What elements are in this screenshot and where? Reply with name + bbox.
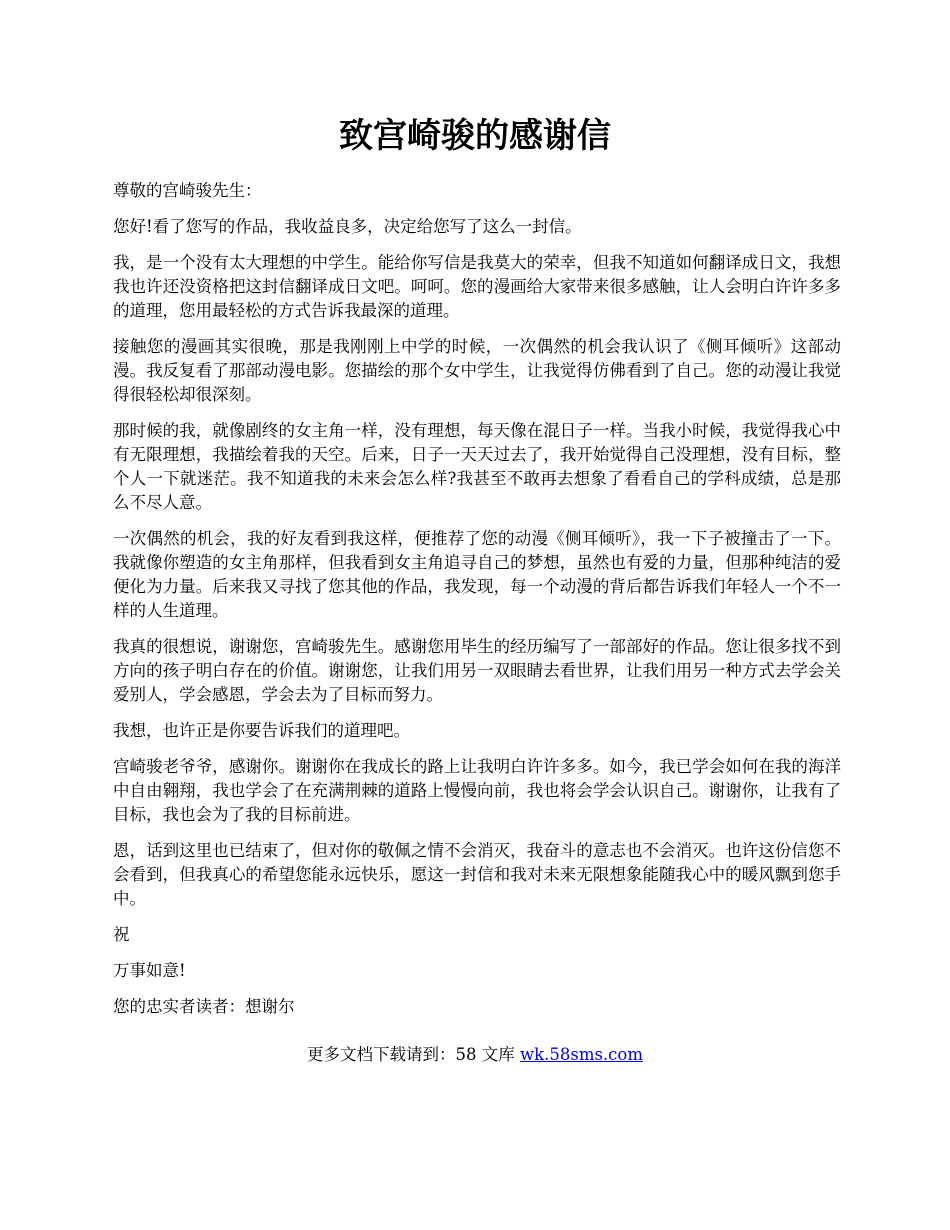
closing-wish: 祝 [113,925,130,944]
footer [0,1043,950,1067]
footer-text: 更多文档下载请到：58 文库 [306,1045,520,1064]
paragraph: 接触您的漫画其实很晚，那是我刚刚上中学的时候，一次偶然的机会我认识了《侧耳倾听》这部动漫。我反复看了那部动漫电影。您描绘的那个女中学生，让我觉得仿佛看到了自己。您的动漫让我觉得很轻松却很深刻。 [113,337,841,404]
footer-link[interactable]: wk.58sms.com [519,1045,643,1064]
paragraph: 一次偶然的机会，我的好友看到我这样，便推荐了您的动漫《侧耳倾听》，我一下子被撞击了一下。我就像你塑造的女主角那样，但我看到女主角追寻自己的梦想，虽然也有爱的力量，但那种纯洁的爱便化为力量。后来我又寻找了您其他的作品，我发现，每一个动漫的背后都告诉我们年轻人一个不一样的人生道理。 [113,529,841,620]
signature-line: 您的忠实者读者：想谢尔 [113,997,295,1016]
closing-greeting: 万事如意! [113,961,186,980]
paragraph: 宫崎骏老爷爷，感谢你。谢谢你在我成长的路上让我明白许许多多。如今，我已学会如何在我的海洋中自由翱翔，我也学会了在充满荆棘的道路上慢慢向前，我也将会学会认识自己。谢谢你，让我有了目标，我也会为了我的目标前进。 [113,757,841,824]
paragraph: 我想，也许正是你要告诉我们的道理吧。 [113,721,410,740]
document-body [113,179,841,1031]
salutation: 尊敬的宫崎骏先生： [113,181,262,200]
paragraph: 您好!看了您写的作品，我收益良多，决定给您写了这么一封信。 [113,217,582,236]
paragraph: 那时候的我，就像剧终的女主角一样，没有理想，每天像在混日子一样。当我小时候，我觉得我心中有无限理想，我描绘着我的天空。后来，日子一天天过去了，我开始觉得自己没理想，没有目标，整个人一下就迷茫。我不知道我的未来会怎么样?我甚至不敢再去想象了看看自己的学科成绩，总是那么不尽人意。 [113,421,841,512]
paragraph: 我，是一个没有太大理想的中学生。能给你写信是我莫大的荣幸，但我不知道如何翻译成日文，我想我也许还没资格把这封信翻译成日文吧。呵呵。您的漫画给大家带来很多感触，让人会明白许许多多的道理，您用最轻松的方式告诉我最深的道理。 [113,253,841,320]
paragraph: 我真的很想说，谢谢您，宫崎骏先生。感谢您用毕生的经历编写了一部部好的作品。您让很多找不到方向的孩子明白存在的价值。谢谢您，让我们用另一双眼睛去看世界，让我们用另一种方式去学会关爱别人，学会感恩，学会去为了目标而努力。 [113,637,841,704]
paragraph: 恩，话到这里也已结束了，但对你的敬佩之情不会消灭，我奋斗的意志也不会消灭。也许这份信您不会看到，但我真心的希望您能永远快乐，愿这一封信和我对未来无限想象能随我心中的暖风飘到您手中。 [113,841,841,908]
document-title: 致宫崎骏的感谢信 [339,116,611,156]
